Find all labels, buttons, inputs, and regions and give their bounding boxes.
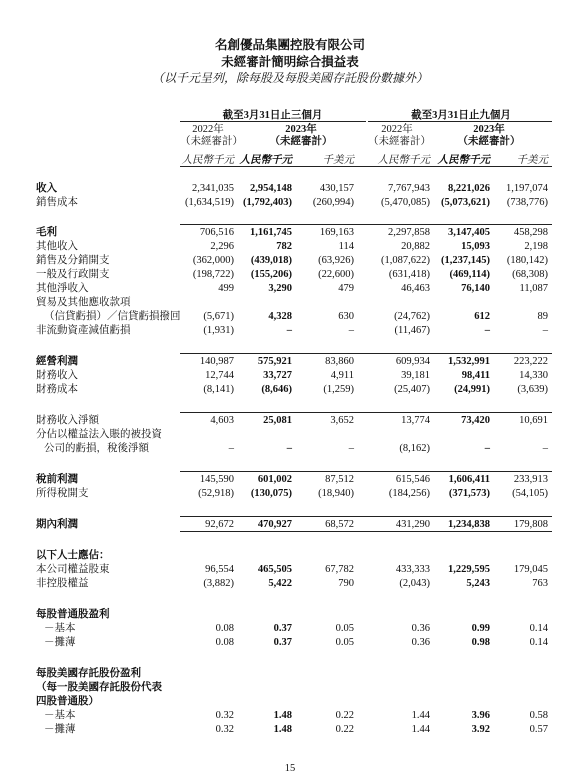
row-value-col6: 179,045 [513, 564, 548, 575]
row-value-col5: (5,073,621) [441, 197, 490, 208]
row-value-col5: 1,229,595 [448, 564, 490, 575]
table-row [0, 550, 580, 561]
row-value-col3: – [348, 443, 354, 454]
row-value-col6: 223,222 [513, 356, 548, 367]
table-row [0, 269, 580, 280]
section-heading: 以下人士應佔： [36, 550, 110, 561]
row-value-col3: 114 [338, 241, 354, 252]
row-value-col5: 0.99 [471, 623, 490, 634]
row-value-col6: 89 [537, 311, 548, 322]
row-value-col5: 612 [474, 311, 490, 322]
row-value-col5: (469,114) [449, 269, 490, 280]
row-value-col4: (1,087,622) [381, 255, 430, 266]
col2-unit: 人民幣千元 [239, 155, 292, 166]
row-value-col3: 630 [338, 311, 354, 322]
section-heading: 每股普通股盈利 [36, 609, 110, 620]
row-value-col4: 46,463 [401, 283, 430, 294]
table-row [0, 183, 580, 194]
row-label: 稅前利潤 [36, 474, 78, 485]
subtotal-rule [180, 531, 552, 532]
table-row [0, 668, 580, 679]
row-value-col1: 0.32 [215, 710, 234, 721]
col1-unit: 人民幣千元 [181, 155, 234, 166]
subtotal-rule [180, 412, 552, 413]
row-value-col3: 0.05 [335, 623, 354, 634]
row-label: 毛利 [36, 227, 57, 238]
row-value-col5: 3.92 [471, 724, 490, 735]
row-value-col6: 11,087 [519, 283, 548, 294]
row-value-col1: 706,516 [199, 227, 234, 238]
row-value-col4: 1.44 [411, 710, 430, 721]
row-label: 本公司權益股東 [36, 564, 110, 575]
row-value-col1: (1,931) [203, 325, 234, 336]
row-value-col5: – [484, 443, 490, 454]
row-value-col2: 0.37 [273, 637, 292, 648]
table-row [0, 283, 580, 294]
row-value-col5: 3.96 [471, 710, 490, 721]
row-value-col1: 145,590 [199, 474, 234, 485]
row-value-col4: 615,546 [395, 474, 430, 485]
col3-unit: 千美元 [322, 155, 354, 166]
statement-note: （以千元呈列，除每股及每股美國存託股份數據外） [151, 71, 428, 85]
row-value-col1: (52,918) [198, 488, 234, 499]
row-value-col5: (1,237,145) [441, 255, 490, 266]
period-header-three-months: 截至3月31日止三個月 [222, 110, 323, 121]
row-value-col2: 465,505 [257, 564, 292, 575]
row-value-col4: (184,256) [388, 488, 430, 499]
row-value-col1: 92,672 [205, 519, 234, 530]
row-value-col1: (198,722) [192, 269, 234, 280]
row-value-col4: (2,043) [399, 578, 430, 589]
row-value-col2: (155,206) [250, 269, 292, 280]
period-rule-nine-months [368, 121, 552, 122]
row-value-col2: 0.37 [273, 623, 292, 634]
statement-title: 未經審計簡明綜合損益表 [221, 55, 359, 69]
row-value-col3: (1,259) [323, 384, 354, 395]
row-label: 經營利潤 [36, 356, 78, 367]
row-value-col4: 433,333 [395, 564, 430, 575]
row-value-col6: 0.14 [529, 623, 548, 634]
row-label: 其他收入 [36, 241, 78, 252]
row-value-col5: 73,420 [461, 415, 490, 426]
row-value-col5: 1,532,991 [448, 356, 490, 367]
row-value-col1: 2,296 [210, 241, 234, 252]
table-row [0, 623, 580, 634]
row-label: －基本 [44, 710, 76, 721]
row-value-col2: – [286, 443, 292, 454]
group-2023-status-9m: （未經審計） [457, 136, 521, 147]
row-label: 期內利潤 [36, 519, 78, 530]
row-value-col5: 3,147,405 [448, 227, 490, 238]
table-row [0, 197, 580, 208]
row-value-col6: 1,197,074 [506, 183, 548, 194]
row-value-col6: – [542, 325, 548, 336]
row-value-col6: 763 [532, 578, 548, 589]
row-value-col2: 25,081 [263, 415, 292, 426]
row-value-col3: 67,782 [325, 564, 354, 575]
row-value-col2: – [286, 325, 292, 336]
row-value-col1: (8,141) [203, 384, 234, 395]
row-value-col2: 782 [276, 241, 292, 252]
row-value-col4: 0.36 [411, 637, 430, 648]
row-value-col4: 39,181 [401, 370, 430, 381]
row-value-col1: 140,987 [199, 356, 234, 367]
row-value-col1: – [228, 443, 234, 454]
row-label: 財務收入 [36, 370, 78, 381]
section-heading: 四股普通股） [36, 696, 99, 707]
table-row [0, 474, 580, 485]
subtotal-rule [180, 516, 552, 517]
row-value-col3: 3,652 [330, 415, 354, 426]
group-2023-year-9m: 2023年 [473, 124, 505, 135]
row-value-col3: – [348, 325, 354, 336]
row-value-col5: (371,573) [448, 488, 490, 499]
table-row [0, 443, 580, 454]
row-value-col3: (260,994) [312, 197, 354, 208]
col6-unit: 千美元 [516, 155, 548, 166]
row-value-col1: (5,671) [203, 311, 234, 322]
group-2023-year-3m: 2023年 [285, 124, 317, 135]
row-value-col2: 575,921 [257, 356, 292, 367]
table-row [0, 356, 580, 367]
row-value-col6: (738,776) [506, 197, 548, 208]
header-bottom-rule [180, 166, 552, 167]
row-value-col5: 76,140 [461, 283, 490, 294]
row-value-col1: 96,554 [205, 564, 234, 575]
row-value-col6: (54,105) [512, 488, 548, 499]
period-rule-three-months [180, 121, 366, 122]
table-row [0, 710, 580, 721]
row-label: （信貸虧損）／信貸虧損撥回 [44, 311, 181, 322]
row-label: 收入 [36, 183, 57, 194]
row-label: 財務收入淨額 [36, 415, 99, 426]
table-row [0, 370, 580, 381]
section-heading: 每股美國存託股份盈利 [36, 668, 141, 679]
row-value-col6: 233,913 [513, 474, 548, 485]
row-value-col6: 179,808 [513, 519, 548, 530]
row-value-col6: – [542, 443, 548, 454]
row-label: 銷售成本 [36, 197, 78, 208]
subtotal-rule [180, 471, 552, 472]
table-row [0, 325, 580, 336]
row-value-col3: 169,163 [319, 227, 354, 238]
row-value-col4: (25,407) [394, 384, 430, 395]
table-row [0, 311, 580, 322]
row-value-col3: 430,157 [319, 183, 354, 194]
col5-unit: 人民幣千元 [437, 155, 490, 166]
row-value-col6: 10,691 [519, 415, 548, 426]
row-value-col2: (130,075) [250, 488, 292, 499]
row-value-col5: 15,093 [461, 241, 490, 252]
table-row [0, 227, 580, 238]
row-value-col2: 1.48 [273, 710, 292, 721]
table-row [0, 255, 580, 266]
row-label: 一般及行政開支 [36, 269, 110, 280]
row-value-col4: (631,418) [388, 269, 430, 280]
table-row [0, 564, 580, 575]
row-value-col3: 4,911 [330, 370, 354, 381]
row-label: 非流動資產減值虧損 [36, 325, 131, 336]
row-value-col2: 5,422 [268, 578, 292, 589]
row-value-col2: 1.48 [273, 724, 292, 735]
row-value-col3: (63,926) [318, 255, 354, 266]
col1-year: 2022年 [192, 124, 224, 135]
company-name: 名創優品集團控股有限公司 [214, 38, 365, 52]
row-value-col2: 1,161,745 [250, 227, 292, 238]
row-value-col2: (1,792,403) [243, 197, 292, 208]
row-value-col6: (68,308) [512, 269, 548, 280]
row-value-col3: 87,512 [325, 474, 354, 485]
row-value-col1: 499 [218, 283, 234, 294]
row-value-col5: 0.98 [471, 637, 490, 648]
row-value-col1: 12,744 [205, 370, 234, 381]
row-label: 所得稅開支 [36, 488, 89, 499]
row-value-col3: (22,600) [318, 269, 354, 280]
table-row [0, 696, 580, 707]
table-row [0, 384, 580, 395]
subtotal-rule [180, 353, 552, 354]
row-value-col1: (3,882) [203, 578, 234, 589]
table-row [0, 415, 580, 426]
row-value-col4: 431,290 [395, 519, 430, 530]
row-value-col3: 68,572 [325, 519, 354, 530]
row-value-col4: 0.36 [411, 623, 430, 634]
col4-unit: 人民幣千元 [377, 155, 430, 166]
table-row [0, 488, 580, 499]
table-row [0, 609, 580, 620]
row-value-col3: 0.22 [335, 710, 354, 721]
row-value-col1: (362,000) [192, 255, 234, 266]
row-value-col1: 0.08 [215, 637, 234, 648]
section-heading: （每一股美國存託股份代表 [36, 682, 162, 693]
row-value-col2: (8,646) [261, 384, 292, 395]
row-value-col5: (24,991) [454, 384, 490, 395]
row-label: 貿易及其他應收款項 [36, 297, 131, 308]
row-label: －基本 [44, 623, 76, 634]
row-value-col1: (1,634,519) [185, 197, 234, 208]
row-value-col4: 1.44 [411, 724, 430, 735]
col4-year: 2022年 [381, 124, 413, 135]
row-value-col4: (8,162) [399, 443, 430, 454]
row-value-col3: 0.05 [335, 637, 354, 648]
row-value-col6: (3,639) [517, 384, 548, 395]
row-value-col3: 0.22 [335, 724, 354, 735]
row-value-col2: 3,290 [268, 283, 292, 294]
row-value-col1: 0.08 [215, 623, 234, 634]
table-row [0, 724, 580, 735]
row-value-col6: 2,198 [524, 241, 548, 252]
row-value-col1: 2,341,035 [192, 183, 234, 194]
row-value-col4: 2,297,858 [388, 227, 430, 238]
row-value-col2: 601,002 [257, 474, 292, 485]
row-value-col5: 5,243 [466, 578, 490, 589]
row-value-col4: 609,934 [395, 356, 430, 367]
col4-status: （未經審計） [368, 136, 431, 147]
row-value-col6: 458,298 [513, 227, 548, 238]
subtotal-rule [180, 224, 552, 225]
period-header-nine-months: 截至3月31日止九個月 [411, 110, 511, 121]
row-value-col5: 98,411 [461, 370, 490, 381]
row-value-col3: (18,940) [318, 488, 354, 499]
row-label: 公司的虧損，稅後淨額 [44, 443, 149, 454]
row-label: 分佔以權益法入賬的被投資 [36, 429, 162, 440]
table-row [0, 682, 580, 693]
row-value-col5: 8,221,026 [448, 183, 490, 194]
group-2023-status-3m: （未經審計） [269, 136, 333, 147]
row-value-col4: (5,470,085) [381, 197, 430, 208]
row-value-col4: 7,767,943 [388, 183, 430, 194]
table-row [0, 637, 580, 648]
row-value-col2: 4,328 [268, 311, 292, 322]
row-value-col2: (439,018) [250, 255, 292, 266]
table-row [0, 519, 580, 530]
row-label: －攤薄 [44, 724, 76, 735]
row-label: 非控股權益 [36, 578, 89, 589]
row-value-col5: – [484, 325, 490, 336]
row-value-col4: 20,882 [401, 241, 430, 252]
row-value-col1: 4,603 [210, 415, 234, 426]
row-value-col2: 33,727 [263, 370, 292, 381]
row-value-col5: 1,234,838 [448, 519, 490, 530]
row-value-col4: 13,774 [401, 415, 430, 426]
row-value-col3: 83,860 [325, 356, 354, 367]
table-row [0, 297, 580, 308]
row-value-col4: (11,467) [394, 325, 430, 336]
table-row [0, 241, 580, 252]
row-value-col2: 2,954,148 [250, 183, 292, 194]
table-row [0, 578, 580, 589]
row-label: 銷售及分銷開支 [36, 255, 110, 266]
row-value-col3: 479 [338, 283, 354, 294]
row-value-col6: (180,142) [506, 255, 548, 266]
row-value-col3: 790 [338, 578, 354, 589]
page-number: 15 [284, 763, 296, 774]
row-value-col6: 0.14 [529, 637, 548, 648]
row-value-col6: 0.57 [529, 724, 548, 735]
row-label: －攤薄 [44, 637, 76, 648]
row-label: 財務成本 [36, 384, 78, 395]
col1-status: （未經審計） [180, 136, 243, 147]
row-value-col1: 0.32 [215, 724, 234, 735]
row-value-col6: 14,330 [519, 370, 548, 381]
row-value-col4: (24,762) [394, 311, 430, 322]
row-value-col2: 470,927 [257, 519, 292, 530]
row-value-col6: 0.58 [529, 710, 548, 721]
row-label: 其他淨收入 [36, 283, 89, 294]
table-row [0, 429, 580, 440]
row-value-col5: 1,606,411 [448, 474, 490, 485]
